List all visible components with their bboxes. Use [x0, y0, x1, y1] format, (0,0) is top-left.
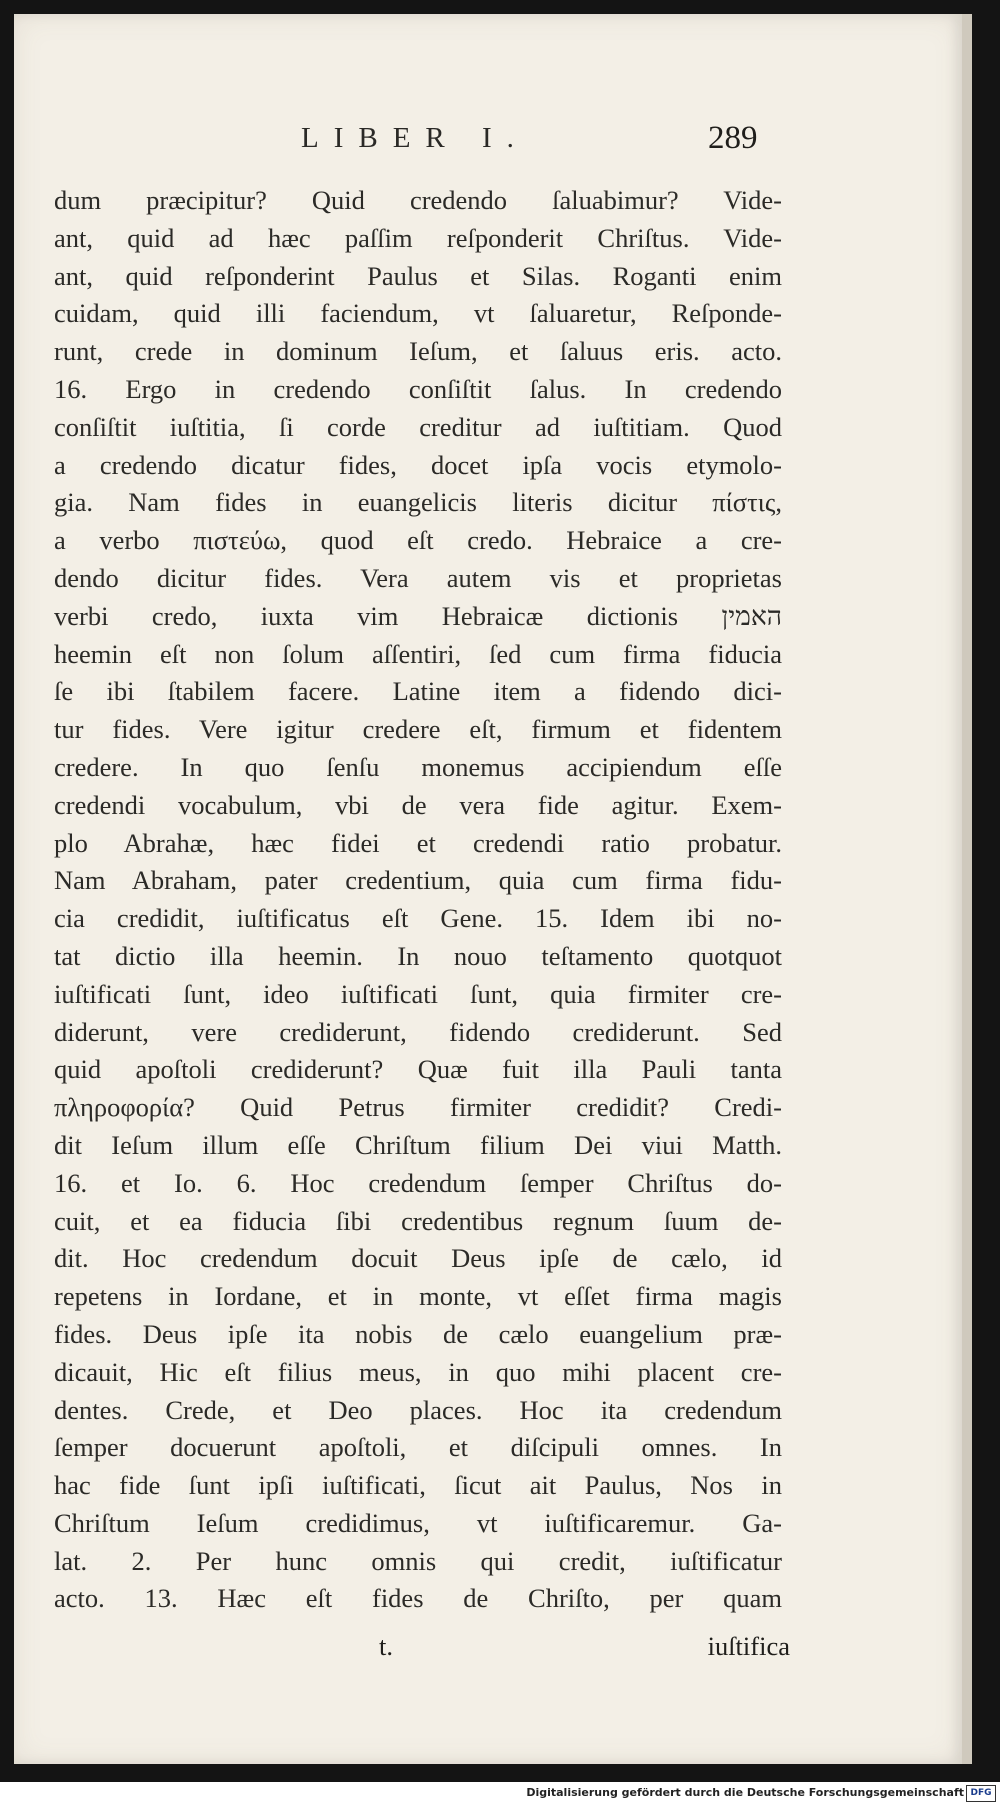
text-line: conſiſtit iuſtitia, ſi corde creditur ad iuſtitiam. Quod [54, 411, 782, 442]
text-line: 16. et Io. 6. Hoc credendum ſemper Chriſtus do- [54, 1167, 782, 1198]
text-line: ſemper docuerunt apoſtoli, et diſcipuli omnes. In [54, 1432, 782, 1463]
text-line: cia credidit, iuſtificatus eſt Gene. 15. Idem ibi no- [54, 903, 782, 934]
text-line: lat. 2. Per hunc omnis qui credit, iuſtificatur [54, 1545, 782, 1576]
text-line: ant, quid reſponderint Paulus et Silas. Roganti enim [54, 260, 782, 291]
text-line: πληροφορία? Quid Petrus firmiter credidit? Credi- [54, 1092, 782, 1123]
text-line: a credendo dicatur fides, docet ipſa vocis etymolo- [54, 449, 782, 480]
text-line: verbi credo, iuxta vim Hebraicæ dictionis האמין [54, 600, 782, 631]
book-page [14, 14, 962, 1764]
dfg-logo: DFG [966, 1785, 996, 1802]
text-line: runt, crede in dominum Ieſum, et ſaluus eris. acto. [54, 336, 782, 367]
text-line: a verbo πιστεύω, quod eſt credo. Hebraice a cre- [54, 525, 782, 556]
text-line: dendo dicitur fides. Vera autem vis et proprietas [54, 562, 782, 593]
text-line: gia. Nam fides in euangelicis literis dicitur πίστις, [54, 487, 782, 518]
catchword: iuſtifica [707, 1631, 790, 1661]
page-number: 289 [708, 120, 758, 156]
body-text [54, 182, 782, 1618]
text-line: cuit, et ea fiducia ſibi credentibus regnum ſuum de- [54, 1205, 782, 1236]
digitization-credit: Digitalisierung gefördert durch die Deutsche Forschungsgemeinschaft [526, 1786, 964, 1799]
running-head [14, 122, 962, 162]
text-line: quid apoſtoli crediderunt? Quæ fuit illa Pauli tanta [54, 1054, 782, 1085]
running-title: LIBER I. [301, 122, 529, 154]
text-line: plo Abrahæ, hæc fidei et credendi ratio probatur. [54, 827, 782, 858]
text-line: diderunt, vere crediderunt, fidendo crediderunt. Sed [54, 1016, 782, 1047]
text-line: dicauit, Hic eſt filius meus, in quo mihi placent cre- [54, 1356, 782, 1387]
text-line: dentes. Crede, et Deo places. Hoc ita credendum [54, 1394, 782, 1425]
text-line: Chriſtum Ieſum credidimus, vt iuſtificaremur. Ga- [54, 1507, 782, 1538]
text-line: tur fides. Vere igitur credere eſt, firmum et fidentem [54, 714, 782, 745]
text-line: heemin eſt non ſolum aſſentiri, ſed cum firma fiducia [54, 638, 782, 669]
signature-mark: t. [379, 1631, 393, 1661]
text-line: dit. Hoc credendum docuit Deus ipſe de cælo, id [54, 1243, 782, 1274]
text-line: cuidam, quid illi faciendum, vt ſaluaretur, Reſponde- [54, 298, 782, 329]
text-line: repetens in Iordane, et in monte, vt eſſet firma magis [54, 1281, 782, 1312]
text-line: iuſtificati ſunt, ideo iuſtificati ſunt, quia firmiter cre- [54, 978, 782, 1009]
text-line: credere. In quo ſenſu monemus accipiendum eſſe [54, 751, 782, 782]
text-line: dum præcipitur? Quid credendo ſaluabimur? Vide- [54, 185, 782, 215]
text-line: 16. Ergo in credendo conſiſtit ſalus. In credendo [54, 373, 782, 404]
text-line: ſe ibi ſtabilem facere. Latine item a fidendo dici- [54, 676, 782, 707]
text-line: Nam Abraham, pater credentium, quia cum firma fidu- [54, 865, 782, 896]
text-line: ant, quid ad hæc paſſim reſponderit Chriſtus. Vide- [54, 222, 782, 253]
text-line: tat dictio illa heemin. In nouo teſtamento quotquot [54, 940, 782, 971]
text-line: credendi vocabulum, vbi de vera fide agitur. Exem- [54, 789, 782, 820]
text-line: fides. Deus ipſe ita nobis de cælo euangelium præ- [54, 1318, 782, 1349]
text-line: acto. 13. Hæc eſt fides de Chriſto, per quam [54, 1583, 782, 1614]
text-line: dit Ieſum illum eſſe Chriſtum filium Dei viui Matth. [54, 1129, 782, 1160]
text-line: hac fide ſunt ipſi iuſtificati, ſicut ait Paulus, Nos in [54, 1470, 782, 1501]
catchword-row [54, 1631, 790, 1671]
page-edge [962, 14, 972, 1764]
